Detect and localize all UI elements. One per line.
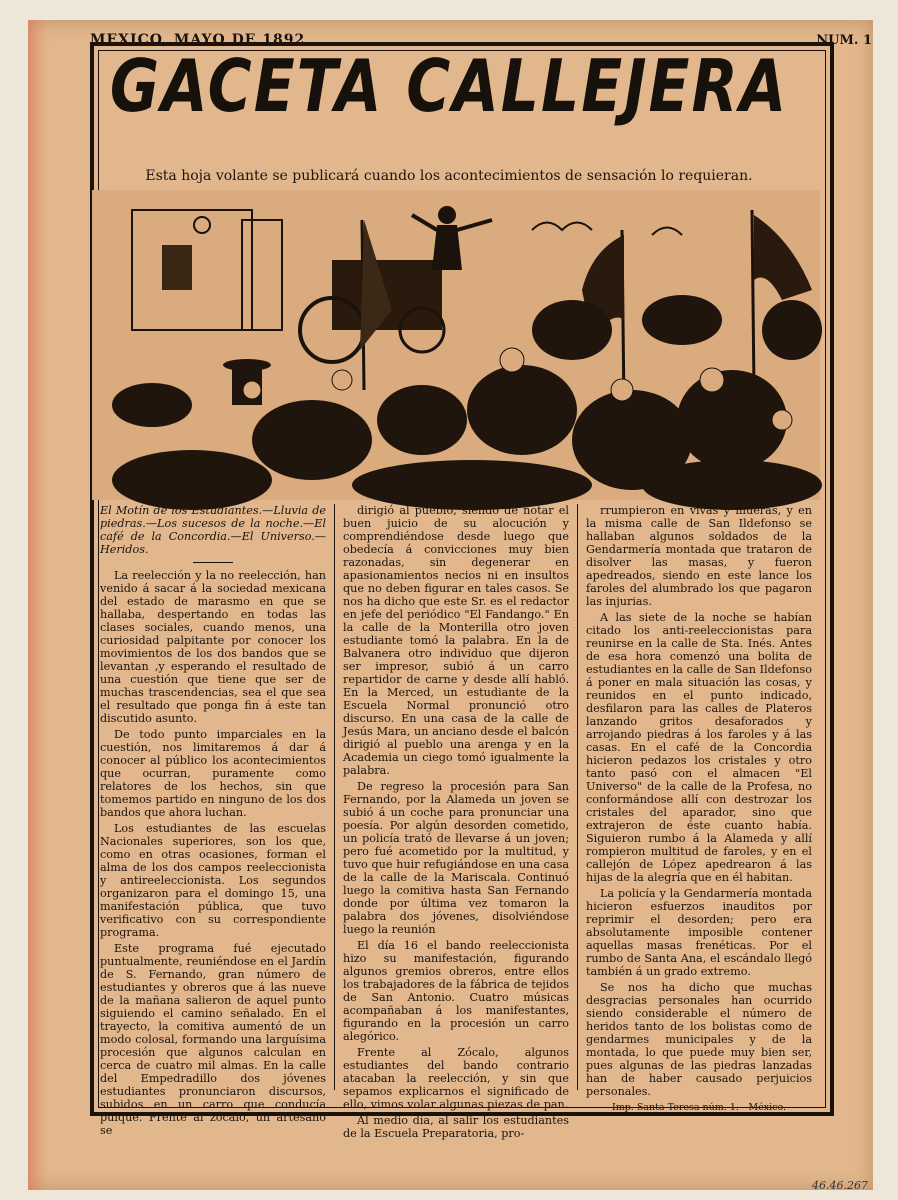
article-column-1 bbox=[92, 504, 334, 1137]
article-column-3 bbox=[577, 504, 820, 1113]
paragraph: rrumpieron en vivas y mueras, y en la misma calle de San Ildefonso se hallaban algunos soldados de la Gendarmería montada que trataron de disolver las masas, y fueron apedreados, siendo en este lance los faroles del alumbrado los que pagaron las injurias. bbox=[586, 504, 812, 608]
paragraph: dirigió al pueblo, siendo de notar el buen juicio de su alocución y comprendiéndose desde luego que obedecía á convicciones muy bien razonadas, sin degenerar en apasionamientos necios ni en insultos que no deben figurar en tales casos. Se nos ha dicho que este Sr. es el redactor en jefe del periódico "El Fandango." En la calle de la Monterilla otro joven estudiante tomó la palabra. En la de Balvanera otro individuo que dijeron ser impresor, subió á un carro repartidor de carne y desde allí habló. En la Merced, un estudiante de la Escuela Normal pronunció otro discurso. En una casa de la calle de Jesús Mara, un anciano desde el balcón dirigió al pueblo una arenga y en la Academia un ciego tomó igualmente la palabra. bbox=[343, 504, 569, 777]
article-columns bbox=[92, 504, 820, 1140]
masthead-subtitle: Esta hoja volante se publicará cuando los acontecimientos de sensación lo requieran. bbox=[145, 168, 753, 184]
article-column-2 bbox=[334, 504, 577, 1140]
article-headline: El Motín de los Estudiantes.—Lluvia de piedras.—Los sucesos de la noche.—El café de la Concordia.—El Universo.—Heridos. bbox=[100, 504, 326, 556]
paragraph: De todo punto imparciales en la cuestión, nos limitaremos á dar á conocer al público los acontecimientos que ocurran, puramente como relatores de los hechos, sin que tomemos partido en ninguno de los dos bandos que ahora luchan. bbox=[100, 728, 326, 819]
crowd-riot-engraving-icon bbox=[92, 190, 820, 500]
paragraph: Se nos ha dicho que muchas desgracias personales han ocurrido siendo considerable el número de heridos tanto de los bolistas como de gendarmes municipales y de la montada, lo que puede muy bien ser, pues algunas de las piedras lanzadas han de haber causado perjuicios personales. bbox=[586, 981, 812, 1098]
paragraph: Al medio día, al salir los estudiantes de la Escuela Preparatoria, pro- bbox=[343, 1114, 569, 1140]
paragraph: A las siete de la noche se habían citado los anti-reeleccionistas para reunirse en la calle de Sta. Inés. Antes de esa hora comenzó una bolita de estudiantes en la calle de San Ildefonso á poner en mala situación las cosas, y reunidos en el punto indicado, desfilaron para las calles de Plateros lanzando gritos desaforados y arrojando piedras á los faroles y á las casas. En el café de la Concordia hicieron pedazos los cristales y otro tanto pasó con el almacen "El Universo" de la calle de la Profesa, no conformándose allí con destrozar los cristales del aparador, sino que extrajeron de éste cuanto había. Siguieron rumbo á la Alameda y allí rompieron multitud de faroles, y en el callejón de López apedrearon á las hijas de la alegría que en él habitan. bbox=[586, 611, 812, 884]
paragraph: Los estudiantes de las escuelas Nacionales superiores, son los que, como en otras ocasiones, forman el alma de los dos campos reeleccionista y antireeleccionista. Los segundos organizaron para el domingo 15, una manifestación pública, que tuvo verificativo con su correspondiente programa. bbox=[100, 822, 326, 939]
paragraph: La reelección y la no reelección, han venido á sacar á la sociedad mexicana del estado de marasmo en que se hallaba, despertando en todas las clases sociales, cuando menos, una curiosidad palpitante por conocer los movimientos de los dos bandos que se levantan ,y esperando el resultado de una cuestión que tiene que ser de muchas trascendencias, sea el que sea el resultado que ponga fin á este tan discutido asunto. bbox=[100, 569, 326, 725]
paper-stain bbox=[28, 20, 48, 1190]
catalog-number: 46.46.267 bbox=[812, 1179, 868, 1192]
divider bbox=[193, 562, 233, 563]
paragraph: Este programa fué ejecutado puntualmente, reuniéndose en el Jardín de S. Fernando, gran número de estudiantes y obreros que á las nueve de la mañana salieron de aquel punto siguiendo el camino señalado. En el trayecto, la comitiva aumentó de un modo colosal, formando una larguísima procesión que algunos calculan en cerca de cuatro mil almas. En la calle del Empedradillo dos jóvenes estudiantes pronunciaron discursos, subidos en un carro que conducía pulque. Frente al zócalo, un artesano se bbox=[100, 942, 326, 1137]
paragraph: La policía y la Gendarmería montada hicieron esfuerzos inauditos por reprimir el desorden; pero era absolutamente imposible contener aquellas masas frenéticas. Por el rumbo de Santa Ana, el escándalo llegó también á un grado extremo. bbox=[586, 887, 812, 978]
printer-imprint: Imp. Santa Teresa núm. 1.—México. bbox=[611, 1102, 787, 1113]
masthead-title: GACETA CALLEJERA bbox=[109, 45, 789, 129]
paragraph: El día 16 el bando reeleccionista hizo su manifestación, figurando algunos gremios obreros, entre ellos los trabajadores de la fábrica de tejidos de San Antonio. Cuatro músicas acompañaban á los manifestantes, figurando en la procesión un carro alegórico. bbox=[343, 939, 569, 1043]
issue-number: NUM. 1 bbox=[816, 33, 872, 48]
paragraph: De regreso la procesión para San Fernando, por la Alameda un joven se subió á un coche para pronunciar una poesía. Por algún desorden cometido, un policía trató de llevarse á un joven; pero fué acometido por la multitud, y tuvo que huir refugiándose en una casa de la calle de la Mariscala. Continuó luego la comitiva hasta San Fernando donde por última vez tomaron la palabra dos jóvenes, disolviéndose luego la reunión bbox=[343, 780, 569, 936]
dateline: MEXICO, MAYO DE 1892 bbox=[90, 32, 306, 48]
paragraph: Frente al Zócalo, algunos estudiantes del bando contrario atacaban la reelección, y sin que sepamos explicarnos el significado de ello, vimos volar algunas piezas de pan. bbox=[343, 1046, 569, 1111]
